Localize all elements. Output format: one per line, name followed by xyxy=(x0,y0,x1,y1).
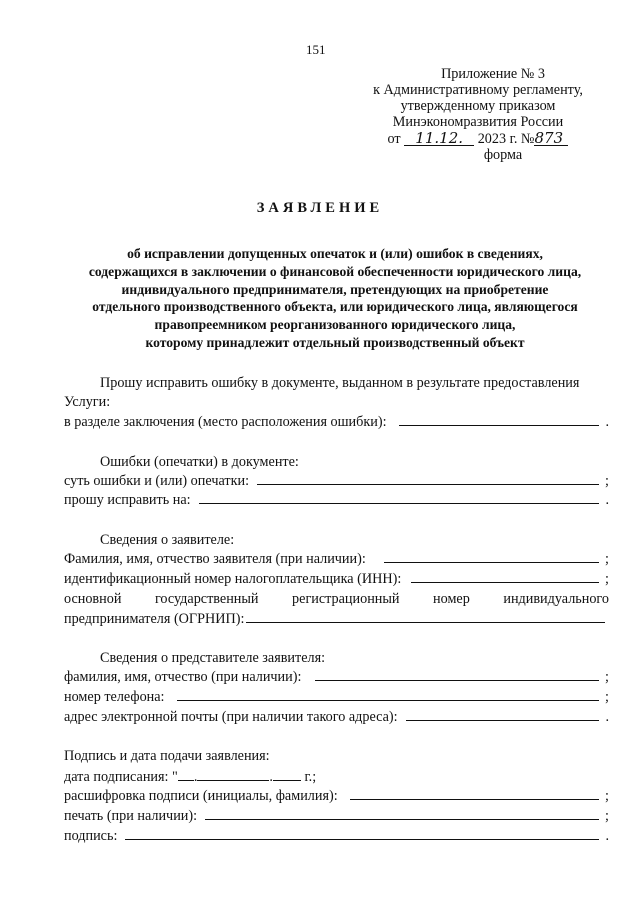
ogrnip-word: номер xyxy=(433,591,470,607)
errors-heading: Ошибки (опечатки) в документе: xyxy=(100,454,299,470)
date-dot: . xyxy=(193,769,198,785)
signature-line[interactable] xyxy=(125,838,599,840)
field-end: ; xyxy=(605,669,609,685)
document-title: ЗАЯВЛЕНИЕ xyxy=(256,200,384,216)
signing-date-field xyxy=(64,768,609,785)
signature-field xyxy=(64,828,609,844)
signature-decoding-line[interactable] xyxy=(350,798,599,800)
ogrnip-label-line xyxy=(64,591,609,607)
header-line: к Административному регламенту, xyxy=(373,82,583,98)
stamp-label: печать (при наличии): xyxy=(64,808,198,824)
inn-label: идентификационный номер налогоплательщика (ИНН): xyxy=(64,571,402,587)
date-month-line[interactable] xyxy=(197,768,269,781)
date-prefix: от xyxy=(387,131,401,147)
date-year-suffix: г.; xyxy=(304,769,317,785)
field-end: ; xyxy=(605,571,609,587)
field-end: ; xyxy=(605,788,609,804)
ogrnip-label: предпринимателя (ОГРНИП): xyxy=(64,611,245,627)
field-end: . xyxy=(605,414,609,430)
representative-name-line[interactable] xyxy=(315,679,599,681)
date-field xyxy=(404,130,474,146)
subtitle-line: содержащихся в заключении о финансовой обеспеченности юридического лица, xyxy=(88,263,582,279)
error-essence-field xyxy=(64,473,609,489)
form-label: форма xyxy=(483,147,523,163)
applicant-name-field xyxy=(64,551,609,567)
number-field xyxy=(534,130,568,146)
date-quote: " xyxy=(172,769,178,785)
ogrnip-word: индивидуального xyxy=(503,591,609,607)
header-line: Приложение № 3 xyxy=(441,66,545,82)
handwritten-date: 11.12. xyxy=(415,129,464,147)
subtitle-line: индивидуального предпринимателя, претендующих на приобретение xyxy=(121,281,549,297)
document-subtitle xyxy=(60,245,610,352)
subtitle-line: правопреемником реорганизованного юридического лица, xyxy=(154,317,516,333)
signature-label: подпись: xyxy=(64,828,118,844)
ogrnip-word: государственный xyxy=(154,591,259,607)
ogrnip-field xyxy=(64,611,609,627)
field-end: . xyxy=(605,492,609,508)
phone-field xyxy=(64,689,609,705)
field-end: ; xyxy=(605,473,609,489)
ogrnip-word: основной xyxy=(64,591,122,607)
phone-line[interactable] xyxy=(177,699,600,701)
signature-decoding-field xyxy=(64,788,609,804)
error-essence-label: суть ошибки и (или) опечатки: xyxy=(64,473,250,489)
stamp-line[interactable] xyxy=(205,818,599,820)
representative-name-field xyxy=(64,669,609,685)
subtitle-line: которому принадлежит отдельный производственный объект xyxy=(145,334,525,350)
applicant-name-label: Фамилия, имя, отчество заявителя (при наличии): xyxy=(64,551,366,567)
signature-heading: Подпись и дата подачи заявления: xyxy=(64,748,270,764)
ogrnip-word: регистрационный xyxy=(292,591,400,607)
error-essence-line[interactable] xyxy=(257,483,599,485)
date-day-line[interactable] xyxy=(178,768,194,781)
email-field xyxy=(64,709,609,725)
error-location-line[interactable] xyxy=(399,424,600,426)
handwritten-number: 873 xyxy=(534,129,564,147)
field-end: . xyxy=(605,709,609,725)
year-text: 2023 г. № xyxy=(477,131,535,147)
correction-field xyxy=(64,492,609,508)
signing-date-label: дата подписания: xyxy=(64,769,169,785)
inn-line[interactable] xyxy=(411,581,599,583)
signature-decoding-label: расшифровка подписи (инициалы, фамилия): xyxy=(64,788,338,804)
date-dot: . xyxy=(269,769,273,785)
request-line-1: Прошу исправить ошибку в документе, выданном в результате предоставления xyxy=(100,375,580,391)
error-location-field xyxy=(64,414,609,430)
correction-line[interactable] xyxy=(199,502,600,504)
field-end: . xyxy=(605,828,609,844)
phone-label: номер телефона: xyxy=(64,689,165,705)
field-end: ; xyxy=(605,689,609,705)
request-line-2: Услуги: xyxy=(64,394,111,410)
email-label: адрес электронной почты (при наличии такого адреса): xyxy=(64,709,398,725)
header-line: утвержденному приказом xyxy=(400,98,556,114)
field-end: ; xyxy=(605,551,609,567)
header-date-line xyxy=(358,130,598,147)
subtitle-line: об исправлении допущенных опечаток и (или) ошибок в сведениях, xyxy=(127,246,543,261)
correction-label: прошу исправить на: xyxy=(64,492,191,508)
field-end: ; xyxy=(605,808,609,824)
approval-header xyxy=(358,66,598,163)
representative-heading: Сведения о представителе заявителя: xyxy=(100,650,326,666)
date-year-line[interactable] xyxy=(273,768,301,781)
stamp-field xyxy=(64,808,609,824)
inn-field xyxy=(64,571,609,587)
subtitle-line: отдельного производственного объекта, или юридического лица, являющегося xyxy=(92,299,578,315)
applicant-heading: Сведения о заявителе: xyxy=(100,532,235,548)
error-location-label: в разделе заключения (место расположения ошибки): xyxy=(64,414,387,430)
page-number: 151 xyxy=(306,42,326,57)
email-line[interactable] xyxy=(406,719,600,721)
applicant-name-line[interactable] xyxy=(384,561,599,563)
header-line: Минэкономразвития России xyxy=(392,114,564,130)
representative-name-label: фамилия, имя, отчество (при наличии): xyxy=(64,669,302,685)
ogrnip-line[interactable] xyxy=(246,621,605,623)
